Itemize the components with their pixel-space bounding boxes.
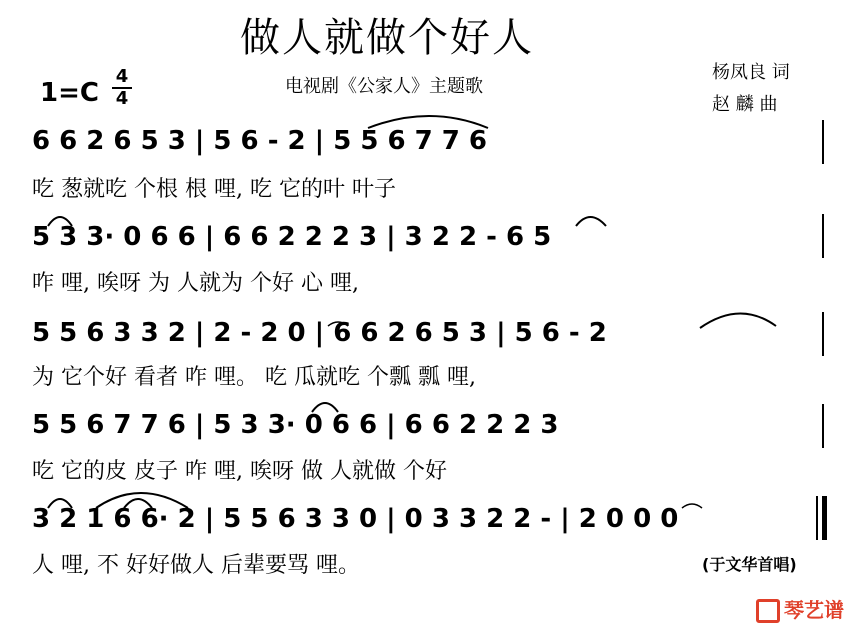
song-subtitle: 电视剧《公家人》主题歌 (285, 76, 483, 97)
barline-system-2-end (822, 214, 824, 258)
system-4-notes: 5 5 6 7 7 6 | 5 3 3· 0 6 6 | 6 6 2 2 2 3 (32, 410, 559, 440)
logo-icon (756, 599, 780, 623)
barline-system-1-end (822, 120, 824, 164)
system-5-lyrics: 人 哩, 不 好好做人 后辈要骂 哩。 (32, 553, 360, 578)
system-4-lyrics: 吃 它的皮 皮子 咋 哩, 唉呀 做 人就做 个好 (32, 459, 447, 484)
system-1-lyrics: 吃 葱就吃 个根 根 哩, 吃 它的叶 叶子 (32, 177, 396, 202)
barline-system-3-end (822, 312, 824, 356)
composer-credit: 赵 麟 曲 (712, 94, 778, 115)
system-5-notes: 3 2 1 6 6· 2 | 5 5 6 3 3 0 | 0 3 3 2 2 - | 2 0 0 0 (32, 504, 679, 534)
watermark-logo (756, 594, 844, 624)
final-barline-thin (816, 496, 818, 540)
song-title: 做人就做个好人 (240, 15, 534, 61)
watermark-text: 琴艺谱 (784, 597, 844, 622)
final-barline-thick (822, 496, 827, 540)
system-3-notes: 5 5 6 3 3 2 | 2 - 2 0 | 6 6 2 6 5 3 | 5 6 - 2 (32, 318, 607, 348)
system-3-lyrics: 为 它个好 看者 咋 哩。 吃 瓜就吃 个瓢 瓢 哩, (32, 365, 476, 390)
system-2-lyrics: 咋 哩, 唉呀 为 人就为 个好 心 哩, (32, 271, 359, 296)
time-signature-bottom: 4 (115, 88, 129, 109)
lyricist-credit: 杨凤良 词 (712, 62, 790, 83)
barline-system-4-end (822, 404, 824, 448)
system-2-notes: 5 3 3· 0 6 6 | 6 6 2 2 2 3 | 3 2 2 - 6 5 (32, 222, 552, 252)
time-signature-top: 4 (115, 66, 129, 87)
key-signature: 1=C (40, 78, 99, 108)
system-1-notes: 6 6 2 6 5 3 | 5 6 - 2 | 5 5 6 7 7 6 (32, 126, 488, 156)
performer-note: (于文华首唱) (702, 555, 797, 574)
